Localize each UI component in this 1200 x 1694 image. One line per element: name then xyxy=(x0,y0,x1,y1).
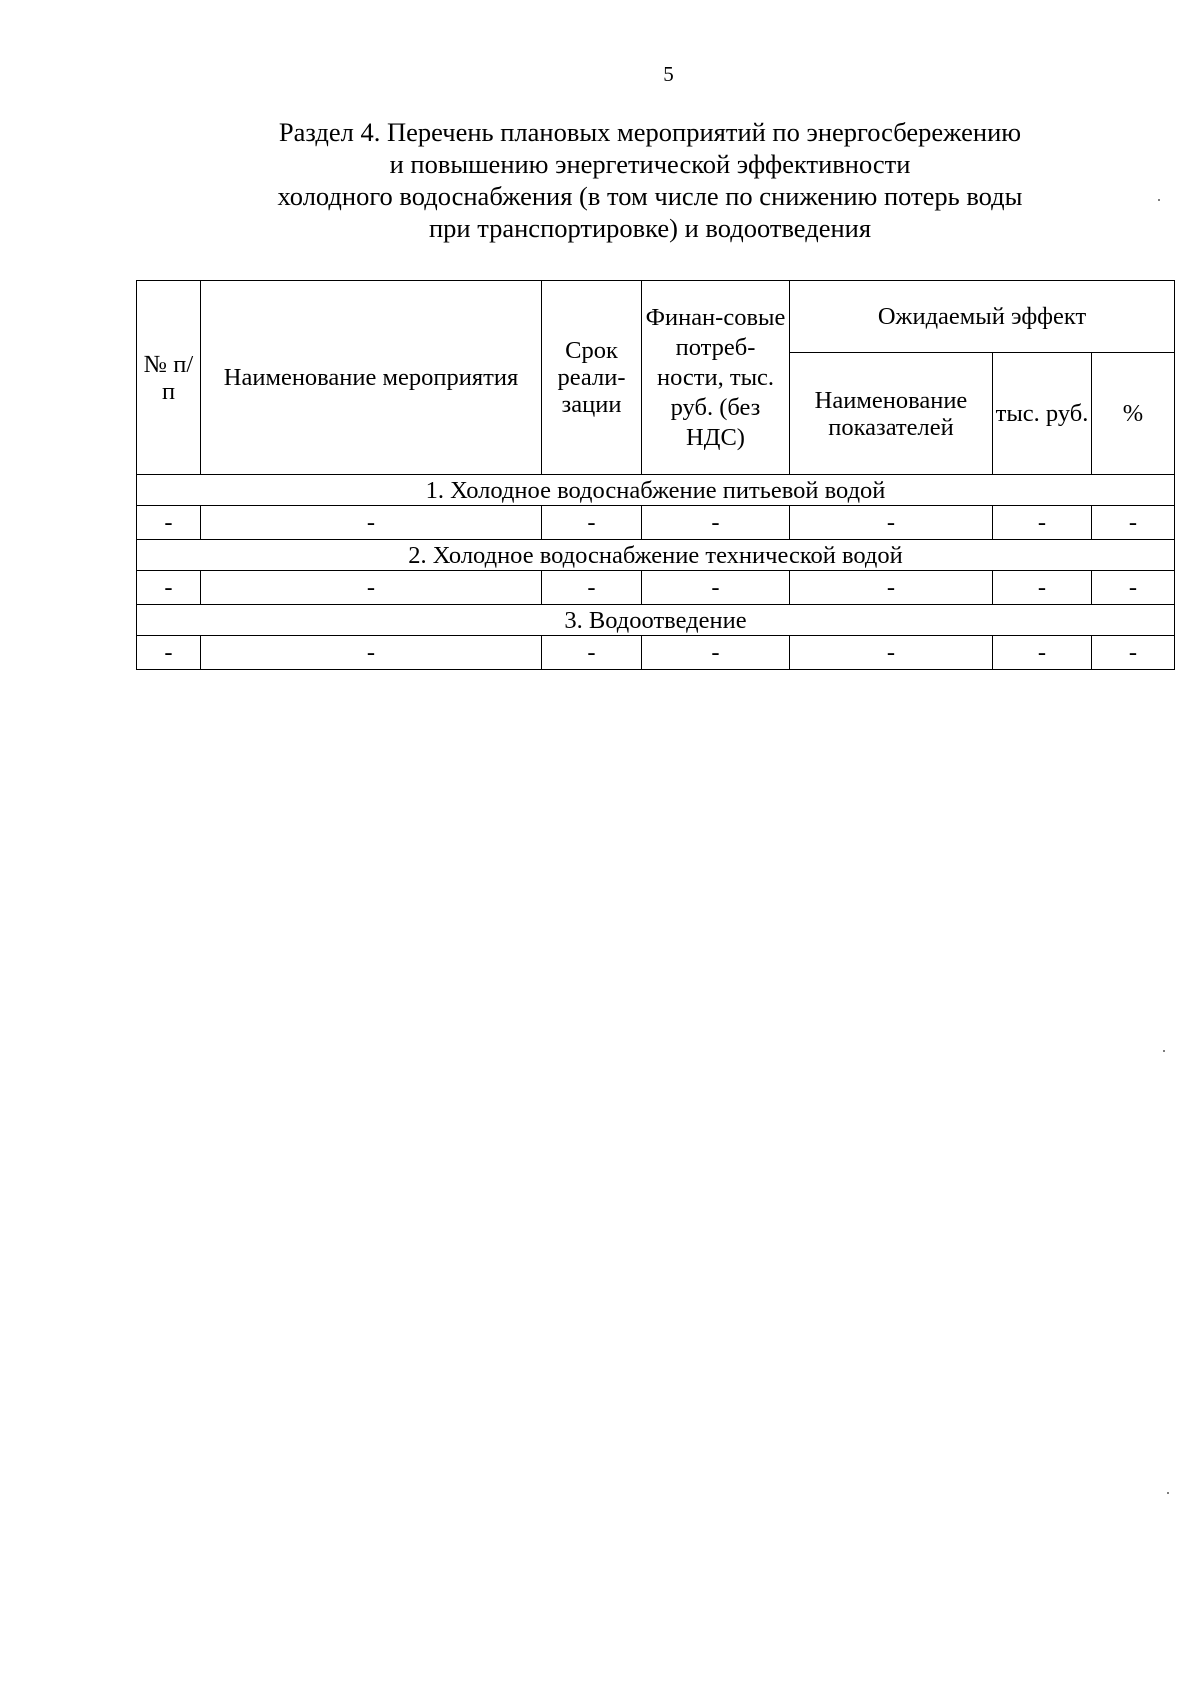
cell-thousand-rub: - xyxy=(993,571,1092,605)
cell-finance: - xyxy=(642,506,790,540)
section-row xyxy=(137,475,1175,506)
header-row xyxy=(137,281,1175,353)
table-row xyxy=(137,636,1175,670)
cell-percent: - xyxy=(1092,636,1175,670)
cell-indicator: - xyxy=(790,506,993,540)
cell-indicator: - xyxy=(790,571,993,605)
title-line: при транспортировке) и водоотведения xyxy=(428,213,872,243)
cell-finance: - xyxy=(642,636,790,670)
page-number: 5 xyxy=(663,62,674,86)
cell-thousand-rub: - xyxy=(993,506,1092,540)
table-row xyxy=(137,571,1175,605)
scan-speck xyxy=(1167,1492,1169,1494)
header-term: Срок реали-зации xyxy=(542,281,642,475)
section-title-cell: 2. Холодное водоснабжение технической водой xyxy=(137,540,1175,571)
cell-finance: - xyxy=(642,571,790,605)
header-name: Наименование мероприятия xyxy=(201,281,542,475)
cell-thousand-rub: - xyxy=(993,636,1092,670)
cell-name: - xyxy=(201,506,542,540)
title-line: и повышению энергетической эффективности xyxy=(389,149,911,179)
cell-indicator: - xyxy=(790,636,993,670)
measures-table xyxy=(136,280,1175,670)
cell-name: - xyxy=(201,636,542,670)
cell-name: - xyxy=(201,571,542,605)
header-finance: Финан-совые потреб-ности, тыс. руб. (без НДС) xyxy=(642,281,790,475)
section-title-cell: 1. Холодное водоснабжение питьевой водой xyxy=(137,475,1175,506)
cell-term: - xyxy=(542,636,642,670)
scan-speck xyxy=(1158,199,1160,201)
cell-percent: - xyxy=(1092,506,1175,540)
header-thousand-rub: тыс. руб. xyxy=(993,353,1092,475)
cell-num: - xyxy=(137,571,201,605)
title-line: Раздел 4. Перечень плановых мероприятий по энергосбережению xyxy=(278,117,1022,147)
title-line: холодного водоснабжения (в том числе по снижению потерь воды xyxy=(277,181,1023,211)
scan-speck xyxy=(1163,1050,1165,1052)
cell-term: - xyxy=(542,571,642,605)
header-indicator: Наименование показателей xyxy=(790,353,993,475)
cell-num: - xyxy=(137,506,201,540)
section-title-cell: 3. Водоотведение xyxy=(137,605,1175,636)
cell-term: - xyxy=(542,506,642,540)
header-effect: Ожидаемый эффект xyxy=(790,281,1175,353)
section-row xyxy=(137,540,1175,571)
header-percent: % xyxy=(1092,353,1175,475)
header-num: № п/п xyxy=(137,281,201,475)
section-row xyxy=(137,605,1175,636)
section-title xyxy=(230,116,1070,244)
table-row xyxy=(137,506,1175,540)
cell-percent: - xyxy=(1092,571,1175,605)
cell-num: - xyxy=(137,636,201,670)
